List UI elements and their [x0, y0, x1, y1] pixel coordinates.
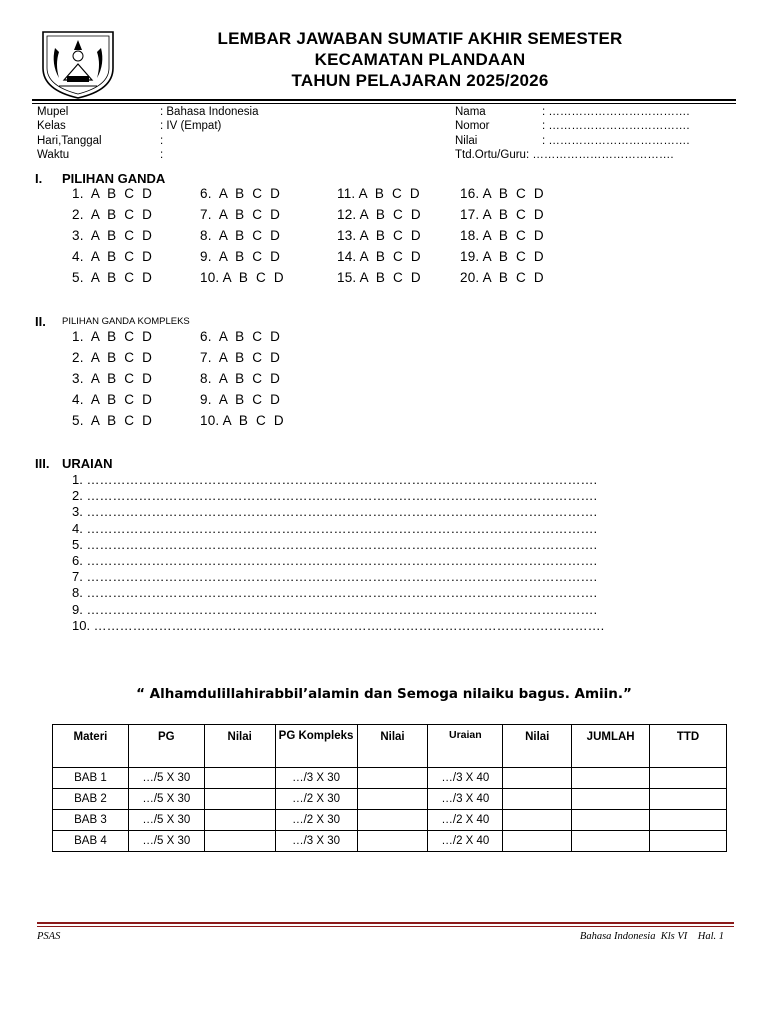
header-title-line1: LEMBAR JAWABAN SUMATIF AKHIR SEMESTER [217, 29, 623, 48]
answer-item: 5. A B C D [72, 270, 153, 285]
info-row-nama: Nama : ………………………………. [455, 106, 690, 118]
score-table-header-cell: TTD [650, 725, 727, 768]
table-row [53, 810, 727, 831]
answer-item: 3. A B C D [72, 228, 153, 243]
table-row [53, 789, 727, 810]
essay-line: 1. ………………………………………………………………………………………………………. [72, 472, 598, 487]
score-table [52, 724, 727, 852]
table-cell [204, 831, 275, 852]
info-right [455, 105, 690, 162]
answer-item: 15. A B C D [337, 270, 421, 285]
header-rule-thick [32, 99, 736, 101]
table-cell [650, 768, 727, 789]
header-rule-thin [32, 103, 736, 104]
score-table-header-cell: PG [128, 725, 204, 768]
table-cell [503, 789, 572, 810]
table-cell: …/5 X 30 [128, 810, 204, 831]
table-cell: BAB 1 [53, 768, 129, 789]
score-table-header-cell: Nilai [357, 725, 428, 768]
answer-item: 19. A B C D [460, 249, 544, 264]
table-cell [503, 768, 572, 789]
info-row-waktu: Waktu : [37, 148, 164, 161]
table-cell [357, 768, 428, 789]
table-cell: …/2 X 30 [275, 810, 357, 831]
answer-item: 1. A B C D [72, 186, 153, 201]
table-cell: …/3 X 40 [428, 768, 503, 789]
answer-item: 7. A B C D [200, 350, 281, 365]
section1-number: I. [35, 171, 43, 186]
answer-item: 17. A B C D [460, 207, 544, 222]
answer-item: 10. A B C D [200, 270, 284, 285]
answer-item: 18. A B C D [460, 228, 544, 243]
table-cell [650, 810, 727, 831]
answer-item: 9. A B C D [200, 249, 281, 264]
info-row-hari-tanggal: Hari,Tanggal : [37, 134, 164, 147]
table-cell: …/5 X 30 [128, 831, 204, 852]
table-row [53, 768, 727, 789]
footer-rule-thin [37, 926, 734, 927]
table-cell: …/3 X 40 [428, 789, 503, 810]
table-cell: BAB 2 [53, 789, 129, 810]
table-cell: BAB 4 [53, 831, 129, 852]
answer-item: 9. A B C D [200, 392, 281, 407]
footer-right-text: Bahasa Indonesia Kls VI Hal. 1 [579, 931, 724, 942]
table-cell: …/3 X 30 [275, 831, 357, 852]
section3-number: III. [35, 456, 50, 471]
answer-item: 6. A B C D [200, 186, 281, 201]
table-cell [650, 831, 727, 852]
answer-item: 2. A B C D [72, 207, 153, 222]
closing-quote: “ Alhamdulillahirabbil’alamin dan Semoga nilaiku bagus. Amiin.” [136, 686, 632, 702]
footer-rule-thick [37, 922, 734, 924]
table-cell: BAB 3 [53, 810, 129, 831]
answer-item: 7. A B C D [200, 207, 281, 222]
answer-item: 8. A B C D [200, 228, 281, 243]
answer-item: 11. A B C D [337, 186, 420, 201]
score-table-header-cell: PG Kompleks [275, 725, 357, 768]
info-left [37, 105, 258, 162]
footer-left-text: PSAS [37, 931, 61, 942]
answer-item: 16. A B C D [460, 186, 544, 201]
essay-line: 10. ………………………………………………………………………………………………………. [72, 617, 605, 633]
answer-item: 3. A B C D [72, 371, 153, 386]
header-title-line2: KECAMATAN PLANDAAN [314, 50, 526, 69]
section3-title: URAIAN [62, 456, 113, 471]
info-row-kelas: Kelas : IV (Empat) [37, 120, 222, 133]
section2-number: II. [35, 314, 46, 329]
answer-item: 14. A B C D [337, 249, 421, 264]
table-cell [650, 789, 727, 810]
answer-item: 4. A B C D [72, 392, 153, 407]
essay-line: 5. ………………………………………………………………………………………………………. [72, 536, 598, 552]
info-row-nilai: Nilai : ………………………………. [455, 134, 690, 147]
answer-item: 1. A B C D [72, 329, 153, 344]
info-row-nomor: Nomor : ………………………………. [455, 120, 690, 133]
answer-item: 2. A B C D [72, 350, 153, 365]
score-table-header-cell: Nilai [204, 725, 275, 768]
table-cell: …/5 X 30 [128, 768, 204, 789]
table-cell [572, 810, 650, 831]
answer-item: 20. A B C D [460, 270, 544, 285]
score-table-header [53, 725, 727, 768]
table-cell [204, 810, 275, 831]
essay-line: 2. ………………………………………………………………………………………………………. [72, 488, 598, 504]
table-cell [357, 789, 428, 810]
table-cell [572, 789, 650, 810]
essay-line: 3. ………………………………………………………………………………………………………. [72, 504, 598, 520]
table-cell: …/2 X 40 [428, 831, 503, 852]
table-cell: …/2 X 30 [275, 789, 357, 810]
essay-line: 8. ………………………………………………………………………………………………………. [72, 585, 598, 601]
table-cell: …/2 X 40 [428, 810, 503, 831]
table-cell [357, 810, 428, 831]
table-cell [357, 831, 428, 852]
table-cell [204, 789, 275, 810]
essay-line: 4. ………………………………………………………………………………………………………. [72, 520, 598, 536]
score-table-header-cell: Materi [53, 725, 129, 768]
table-cell: …/5 X 30 [128, 789, 204, 810]
answer-item: 13. A B C D [337, 228, 421, 243]
section1-title: PILIHAN GANDA [62, 171, 166, 186]
table-cell [572, 768, 650, 789]
info-row-mupel: Mupel : Bahasa Indonesia [37, 106, 259, 118]
table-cell [204, 768, 275, 789]
score-table-header-cell: JUMLAH [572, 725, 650, 768]
answer-item: 6. A B C D [200, 329, 281, 344]
answer-item: 4. A B C D [72, 249, 153, 264]
essay-line: 9. ………………………………………………………………………………………………………. [72, 601, 598, 617]
header-title-line3: TAHUN PELAJARAN 2025/2026 [291, 71, 549, 90]
answer-item: 5. A B C D [72, 413, 153, 428]
table-cell [503, 810, 572, 831]
score-table-header-cell: Nilai [503, 725, 572, 768]
table-row [53, 831, 727, 852]
essay-line: 7. ………………………………………………………………………………………………………. [72, 569, 598, 585]
section2-title: PILIHAN GANDA KOMPLEKS [62, 316, 190, 327]
regency-emblem-logo [37, 28, 119, 100]
table-cell [503, 831, 572, 852]
answer-item: 8. A B C D [200, 371, 281, 386]
answer-item: 10. A B C D [200, 413, 284, 428]
score-table-header-cell: Uraian [428, 725, 503, 768]
table-cell [572, 831, 650, 852]
info-row-ttd: Ttd.Ortu/Guru: ………………………………. [455, 148, 674, 161]
table-cell: …/3 X 30 [275, 768, 357, 789]
answer-item: 12. A B C D [337, 207, 421, 222]
essay-line: 6. ………………………………………………………………………………………………………. [72, 553, 598, 568]
